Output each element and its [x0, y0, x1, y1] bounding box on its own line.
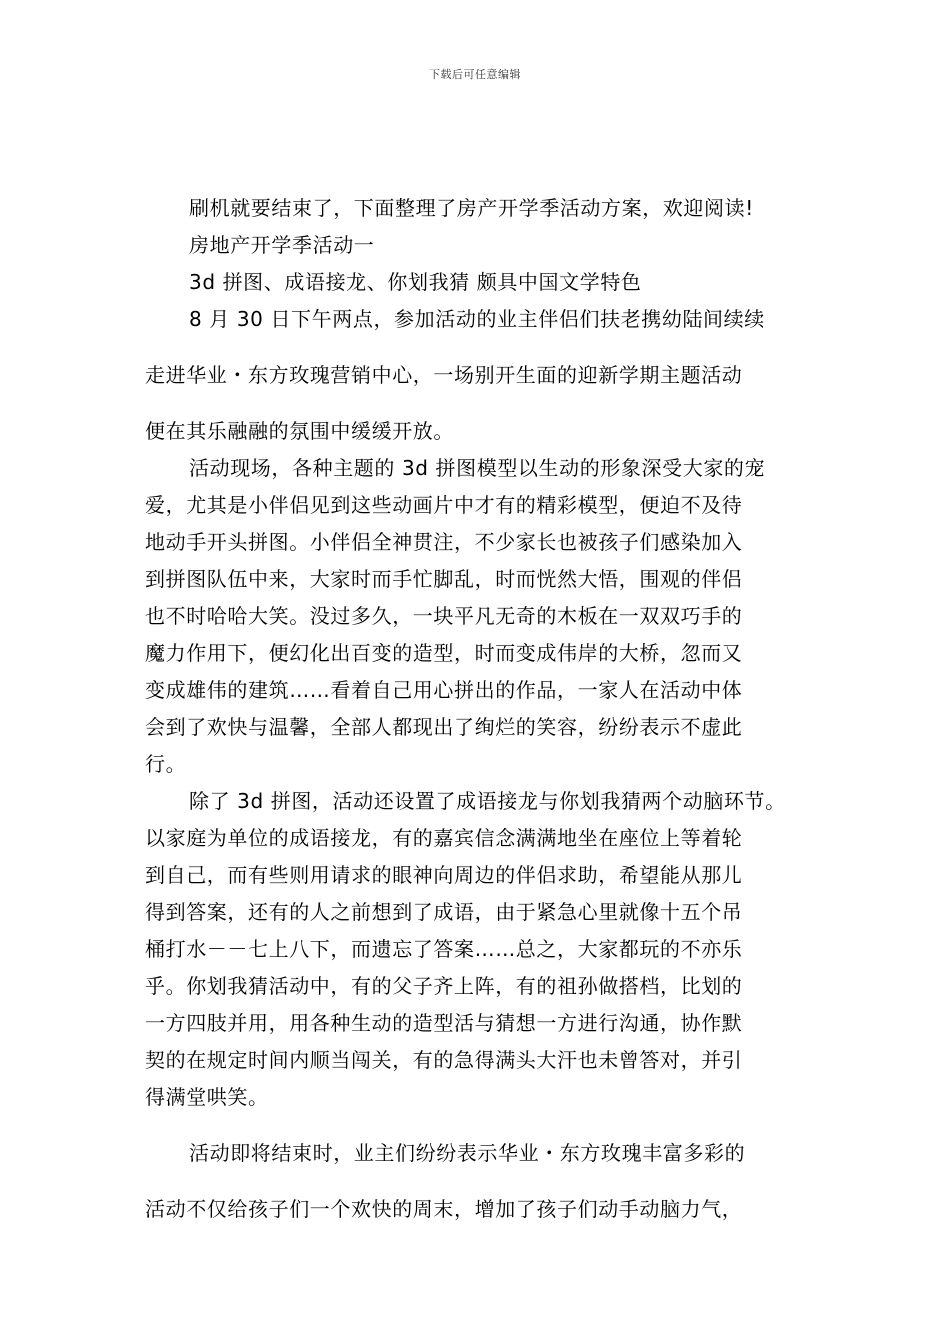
paragraph-line: 行。	[145, 752, 187, 776]
paragraph-line: 桶打水－－七上八下，而遗忘了答案……总之，大家都玩的不亦乐	[145, 937, 743, 961]
document-body	[145, 190, 810, 1228]
paragraph-line: 走进华业・东方玫瑰营销中心，一场别开生面的迎新学期主题活动	[145, 363, 743, 387]
paragraph-line: 契的在规定时间内顺当闯关，有的急得满头大汗也未曾答对，并引	[145, 1048, 743, 1072]
paragraph-line: 便在其乐融融的氛围中缓缓开放。	[145, 419, 454, 443]
paragraph-line: 变成雄伟的建筑……看着自己用心拼出的作品，一家人在活动中体	[145, 678, 743, 702]
paragraph-line: 得到答案，还有的人之前想到了成语，由于紧急心里就像十五个吊	[145, 900, 743, 924]
section-heading: 房地产开学季活动一	[189, 233, 375, 257]
paragraph-line: 到自己，而有些则用请求的眼神向周边的伴侣求助，希望能从那儿	[145, 863, 743, 887]
page-header-note: 下载后可任意编辑	[429, 68, 521, 81]
paragraph-line: 以家庭为单位的成语接龙，有的嘉宾信念满满地坐在座位上等着轮	[145, 826, 743, 850]
paragraph-line: 魔力作用下，便幻化出百变的造型，时而变成伟岸的大桥，忽而又	[145, 641, 743, 665]
paragraph-line: 一方四肢并用，用各种生动的造型活与猜想一方进行沟通，协作默	[145, 1011, 743, 1035]
paragraph-line: 到拼图队伍中来，大家时而手忙脚乱，时而恍然大悟，围观的伴侣	[145, 567, 743, 591]
paragraph-line: 8 月 30 日下午两点，参加活动的业主伴侣们扶老携幼陆间续续	[189, 307, 765, 331]
paragraph-line: 爱，尤其是小伴侣见到这些动画片中才有的精彩模型，便迫不及待	[145, 493, 743, 517]
paragraph-line: 活动不仅给孩子们一个欢快的周末，增加了孩子们动手动脑力气，	[145, 1197, 743, 1221]
paragraph-line: 活动现场，各种主题的 3d 拼图模型以生动的形象深受大家的宠	[189, 456, 766, 480]
paragraph-line: 活动即将结束时，业主们纷纷表示华业・东方玫瑰丰富多彩的	[189, 1141, 746, 1165]
section-subheading: 3d 拼图、成语接龙、你划我猜 颇具中国文学特色	[189, 270, 642, 294]
paragraph-line: 也不时哈哈大笑。没过多久，一块平凡无奇的木板在一双双巧手的	[145, 604, 743, 628]
paragraph-line: 会到了欢快与温馨，全部人都现出了绚烂的笑容，纷纷表示不虚此	[145, 715, 743, 739]
paragraph-line: 乎。你划我猜活动中，有的父子齐上阵，有的祖孙做搭档，比划的	[145, 974, 743, 998]
intro-line: 刷机就要结束了，下面整理了房产开学季活动方案，欢迎阅读!	[189, 196, 754, 220]
paragraph-line: 地动手开头拼图。小伴侣全神贯注，不少家长也被孩子们感染加入	[145, 530, 743, 554]
paragraph-line: 得满堂哄笑。	[145, 1085, 269, 1109]
paragraph-line: 除了 3d 拼图，活动还设置了成语接龙与你划我猜两个动脑环节。	[189, 789, 786, 813]
